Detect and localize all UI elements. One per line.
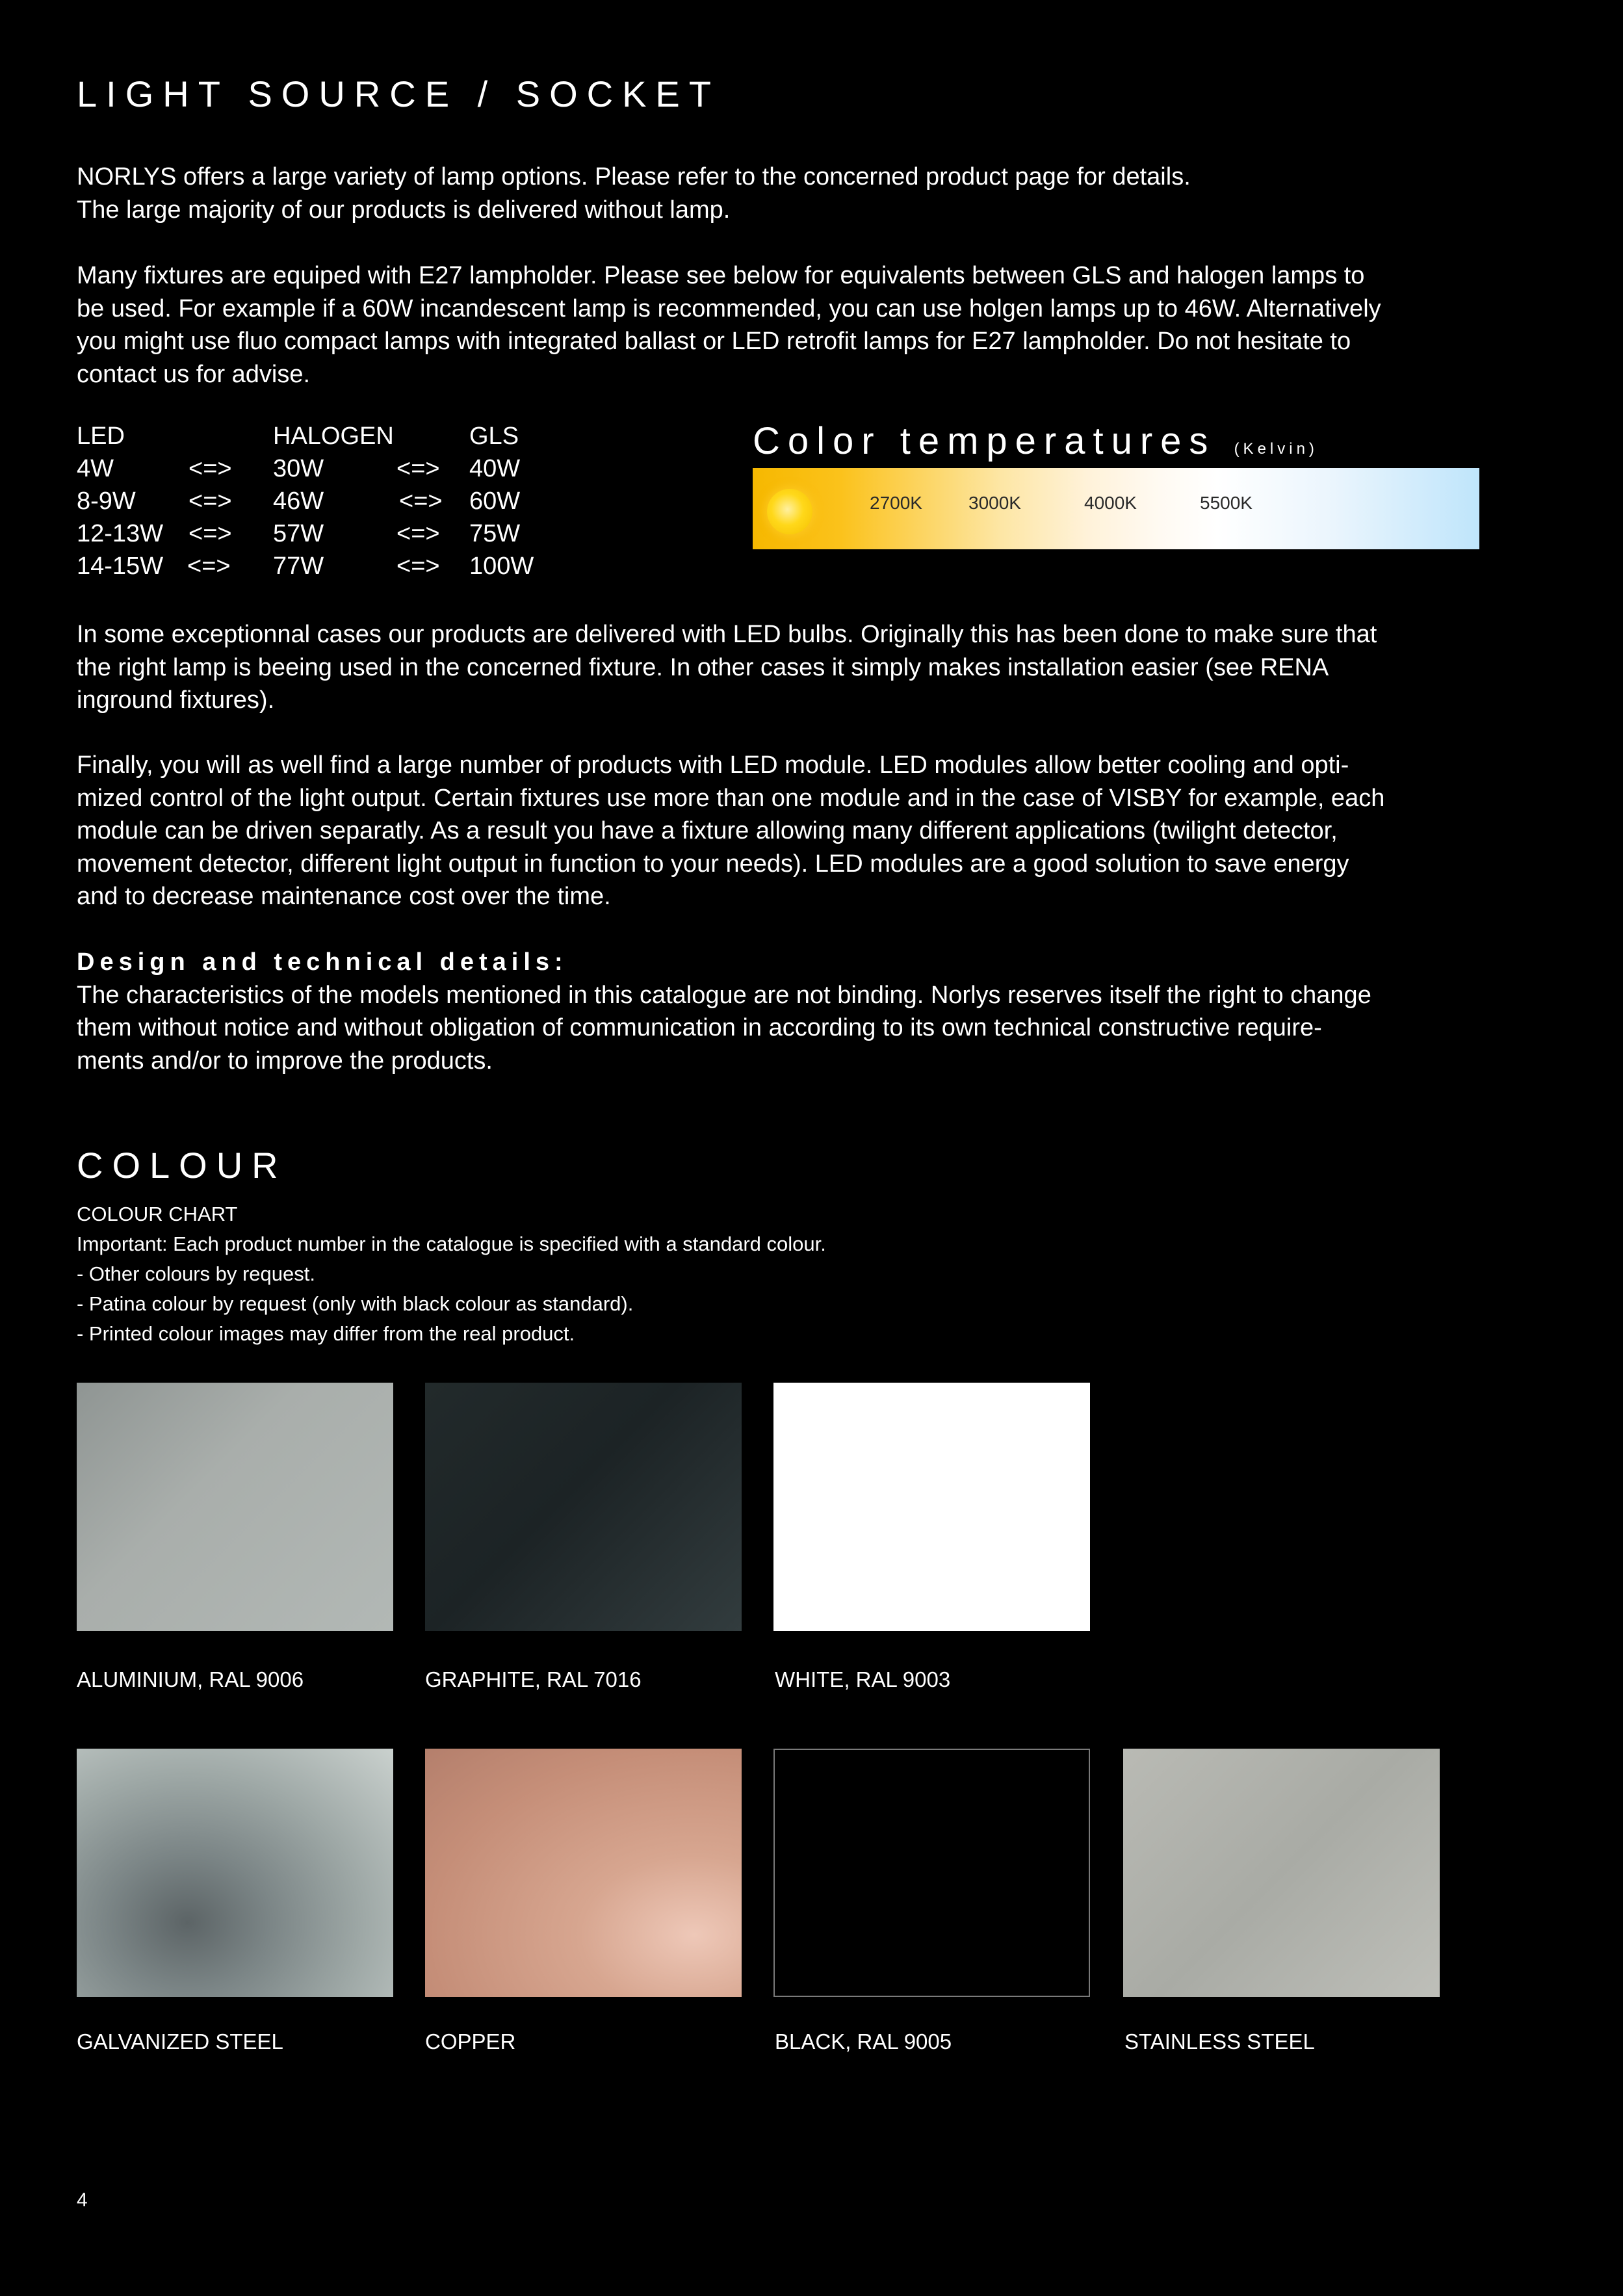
intro-paragraph <box>77 161 1546 226</box>
led-module-line: mized control of the light output. Certain fixtures use more than one module and in the case of VISBY for example, each <box>77 784 1385 812</box>
intro-line: NORLYS offers a large variety of lamp options. Please refer to the concerned product page for details. <box>77 163 1191 190</box>
e27-paragraph <box>77 259 1546 391</box>
table-cell-gls: 75W <box>469 520 521 547</box>
ct-label-3000k: 3000K <box>968 493 1021 513</box>
swatch-label-stainless-steel: STAINLESS STEEL <box>1124 2029 1315 2054</box>
section-title-light-source: LIGHT SOURCE / SOCKET <box>77 73 720 114</box>
colour-note: - Printed colour images may differ from the real product. <box>77 1322 575 1345</box>
swatch-copper <box>425 1749 742 1997</box>
swatch-stainless-steel <box>1123 1749 1440 1997</box>
table-header-halogen: HALOGEN <box>273 423 394 450</box>
swatch-label-galvanized-steel: GALVANIZED STEEL <box>77 2029 283 2054</box>
swatch-label-graphite: GRAPHITE, RAL 7016 <box>425 1667 642 1691</box>
table-cell-led: 12-13W <box>77 520 164 547</box>
table-arrow: <=> <box>188 520 232 547</box>
e27-line: contact us for advise. <box>77 360 311 388</box>
swatch-label-aluminium: ALUMINIUM, RAL 9006 <box>77 1667 304 1691</box>
color-temperature-heading: Color temperatures <box>753 420 1216 462</box>
led-module-paragraph <box>77 749 1546 913</box>
colour-chart-label: COLOUR CHART <box>77 1203 238 1225</box>
colour-note: - Other colours by request. <box>77 1262 315 1285</box>
table-cell-halogen: 30W <box>273 455 324 482</box>
led-module-line: Finally, you will as well find a large number of products with LED module. LED modules allow better cooling and opti- <box>77 751 1349 779</box>
section-title-colour: COLOUR <box>77 1145 287 1186</box>
led-bulbs-line: inground fixtures). <box>77 686 275 714</box>
table-cell-led: 8-9W <box>77 488 136 515</box>
led-module-line: and to decrease maintenance cost over the time. <box>77 883 611 910</box>
table-arrow: <=> <box>187 553 231 580</box>
design-line: The characteristics of the models mentioned in this catalogue are not binding. Norlys reserves itself the right to change <box>77 981 1371 1009</box>
table-arrow: <=> <box>396 520 440 547</box>
table-cell-halogen: 57W <box>273 520 324 547</box>
design-line: them without notice and without obligation of communication in according to its own technical constructive require- <box>77 1014 1322 1041</box>
table-cell-led: 4W <box>77 455 114 482</box>
table-cell-gls: 100W <box>469 553 534 580</box>
colour-notes <box>77 1199 826 1349</box>
color-temperature-bar <box>753 468 1479 549</box>
table-cell-halogen: 46W <box>273 488 324 515</box>
table-arrow: <=> <box>188 488 232 515</box>
sun-icon <box>767 489 812 534</box>
table-header-gls: GLS <box>469 423 519 450</box>
color-temperature-unit: (Kelvin) <box>1234 440 1318 458</box>
page-number: 4 <box>77 2189 88 2211</box>
design-paragraph <box>77 946 1546 1077</box>
table-arrow: <=> <box>396 553 440 580</box>
table-header-led: LED <box>77 423 125 450</box>
swatch-black <box>773 1749 1090 1997</box>
color-temperature-title <box>753 419 1318 463</box>
table-cell-halogen: 77W <box>273 553 324 580</box>
e27-line: be used. For example if a 60W incandescent lamp is recommended, you can use holgen lamps up to 46W. Alternatively <box>77 294 1381 322</box>
lamp-equivalence-table <box>77 423 571 592</box>
table-cell-gls: 60W <box>469 488 521 515</box>
intro-line: The large majority of our products is delivered without lamp. <box>77 196 731 224</box>
swatch-white <box>773 1383 1090 1631</box>
swatch-label-copper: COPPER <box>425 2029 516 2054</box>
swatch-label-white: WHITE, RAL 9003 <box>775 1667 951 1691</box>
swatch-galvanized-steel <box>77 1749 393 1997</box>
ct-label-4000k: 4000K <box>1084 493 1137 513</box>
colour-note: Important: Each product number in the catalogue is specified with a standard colour. <box>77 1233 826 1255</box>
ct-label-5500k: 5500K <box>1200 493 1253 513</box>
colour-note: - Patina colour by request (only with black colour as standard). <box>77 1292 634 1315</box>
led-bulbs-line: the right lamp is beeing used in the concerned fixture. In other cases it simply makes installation easier (see RENA <box>77 653 1329 681</box>
ct-label-2700k: 2700K <box>870 493 922 513</box>
e27-line: you might use fluo compact lamps with integrated ballast or LED retrofit lamps for E27 lampholder. Do not hesitate to <box>77 328 1351 355</box>
swatch-graphite <box>425 1383 742 1631</box>
led-bulbs-line: In some exceptionnal cases our products are delivered with LED bulbs. Originally this has been done to make sure that <box>77 621 1377 648</box>
table-arrow: <=> <box>188 455 232 482</box>
led-module-line: movement detector, different light output in function to your needs). LED modules are a good solution to save energy <box>77 850 1349 878</box>
swatch-aluminium <box>77 1383 393 1631</box>
table-cell-gls: 40W <box>469 455 521 482</box>
table-cell-led: 14-15W <box>77 553 164 580</box>
design-heading: Design and technical details: <box>77 948 568 976</box>
e27-line: Many fixtures are equiped with E27 lampholder. Please see below for equivalents between GLS and halogen lamps to <box>77 262 1365 289</box>
design-line: ments and/or to improve the products. <box>77 1047 493 1075</box>
led-module-line: module can be driven separatly. As a result you have a fixture allowing many different applications (twilight detector, <box>77 817 1338 844</box>
table-arrow: <=> <box>399 488 443 515</box>
table-arrow: <=> <box>396 455 440 482</box>
led-bulbs-paragraph <box>77 618 1546 717</box>
swatch-label-black: BLACK, RAL 9005 <box>775 2029 952 2054</box>
